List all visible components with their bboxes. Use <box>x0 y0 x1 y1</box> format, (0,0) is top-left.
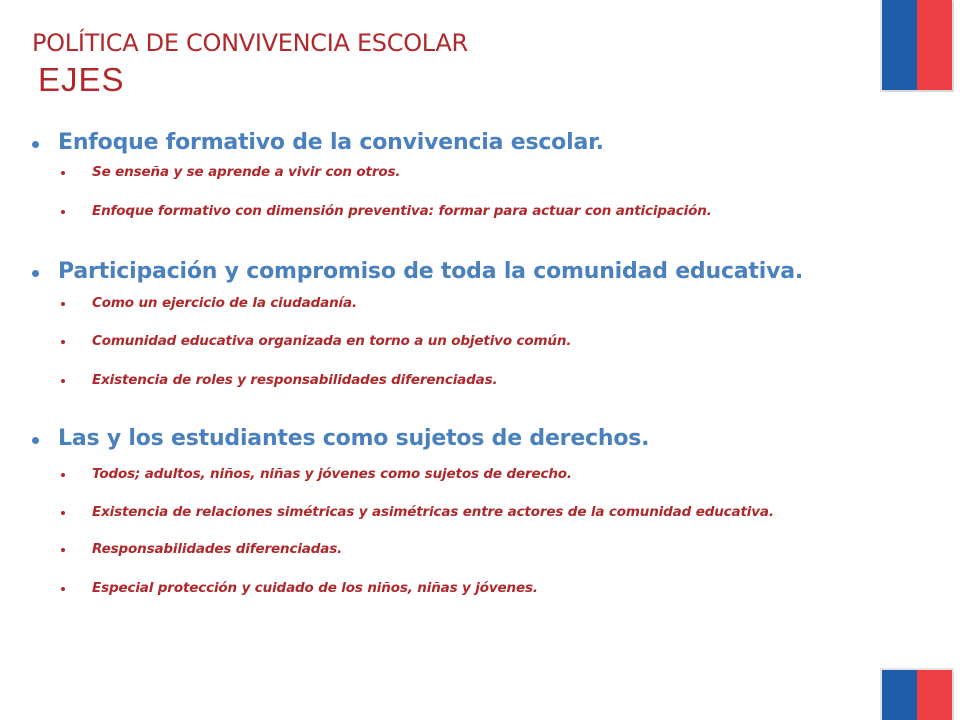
section-heading: Enfoque formativo de la convivencia escolar. <box>58 130 604 155</box>
bullet-icon <box>32 437 39 444</box>
slide-subtitle: EJES <box>38 61 125 98</box>
list-item: Se enseña y se aprende a vivir con otros. <box>92 164 401 180</box>
section-heading: Las y los estudiantes como sujetos de derechos. <box>58 426 650 451</box>
sub-bullet-icon <box>61 587 65 591</box>
list-item: Especial protección y cuidado de los niños, niñas y jóvenes. <box>92 580 538 596</box>
bullet-icon <box>32 270 39 277</box>
list-item: Existencia de relaciones simétricas y asimétricas entre actores de la comunidad educativa. <box>92 504 774 520</box>
list-item: Enfoque formativo con dimensión preventiva: formar para actuar con anticipación. <box>92 203 712 219</box>
section-heading: Participación y compromiso de toda la comunidad educativa. <box>58 259 804 284</box>
sub-bullet-icon <box>61 302 65 306</box>
sub-bullet-icon <box>61 511 65 515</box>
list-item: Todos; adultos, niños, niñas y jóvenes como sujetos de derecho. <box>92 466 572 482</box>
list-item: Comunidad educativa organizada en torno a un objetivo común. <box>92 333 572 349</box>
sub-bullet-icon <box>61 379 65 383</box>
flag-red-stripe <box>917 0 952 90</box>
bullet-icon <box>32 141 39 148</box>
list-item: Como un ejercicio de la ciudadanía. <box>92 295 357 311</box>
sub-bullet-icon <box>61 340 65 344</box>
sub-bullet-icon <box>61 473 65 477</box>
flag-blue-stripe <box>882 0 917 90</box>
slide-title: POLÍTICA DE CONVIVENCIA ESCOLAR <box>32 29 468 57</box>
flag-decoration-top <box>882 0 952 90</box>
flag-blue-stripe <box>882 670 917 720</box>
flag-decoration-bottom <box>882 670 952 720</box>
sub-bullet-icon <box>61 171 65 175</box>
sub-bullet-icon <box>61 548 65 552</box>
flag-red-stripe <box>917 670 952 720</box>
list-item: Existencia de roles y responsabilidades diferenciadas. <box>92 372 498 388</box>
sub-bullet-icon <box>61 210 65 214</box>
list-item: Responsabilidades diferenciadas. <box>92 541 343 557</box>
